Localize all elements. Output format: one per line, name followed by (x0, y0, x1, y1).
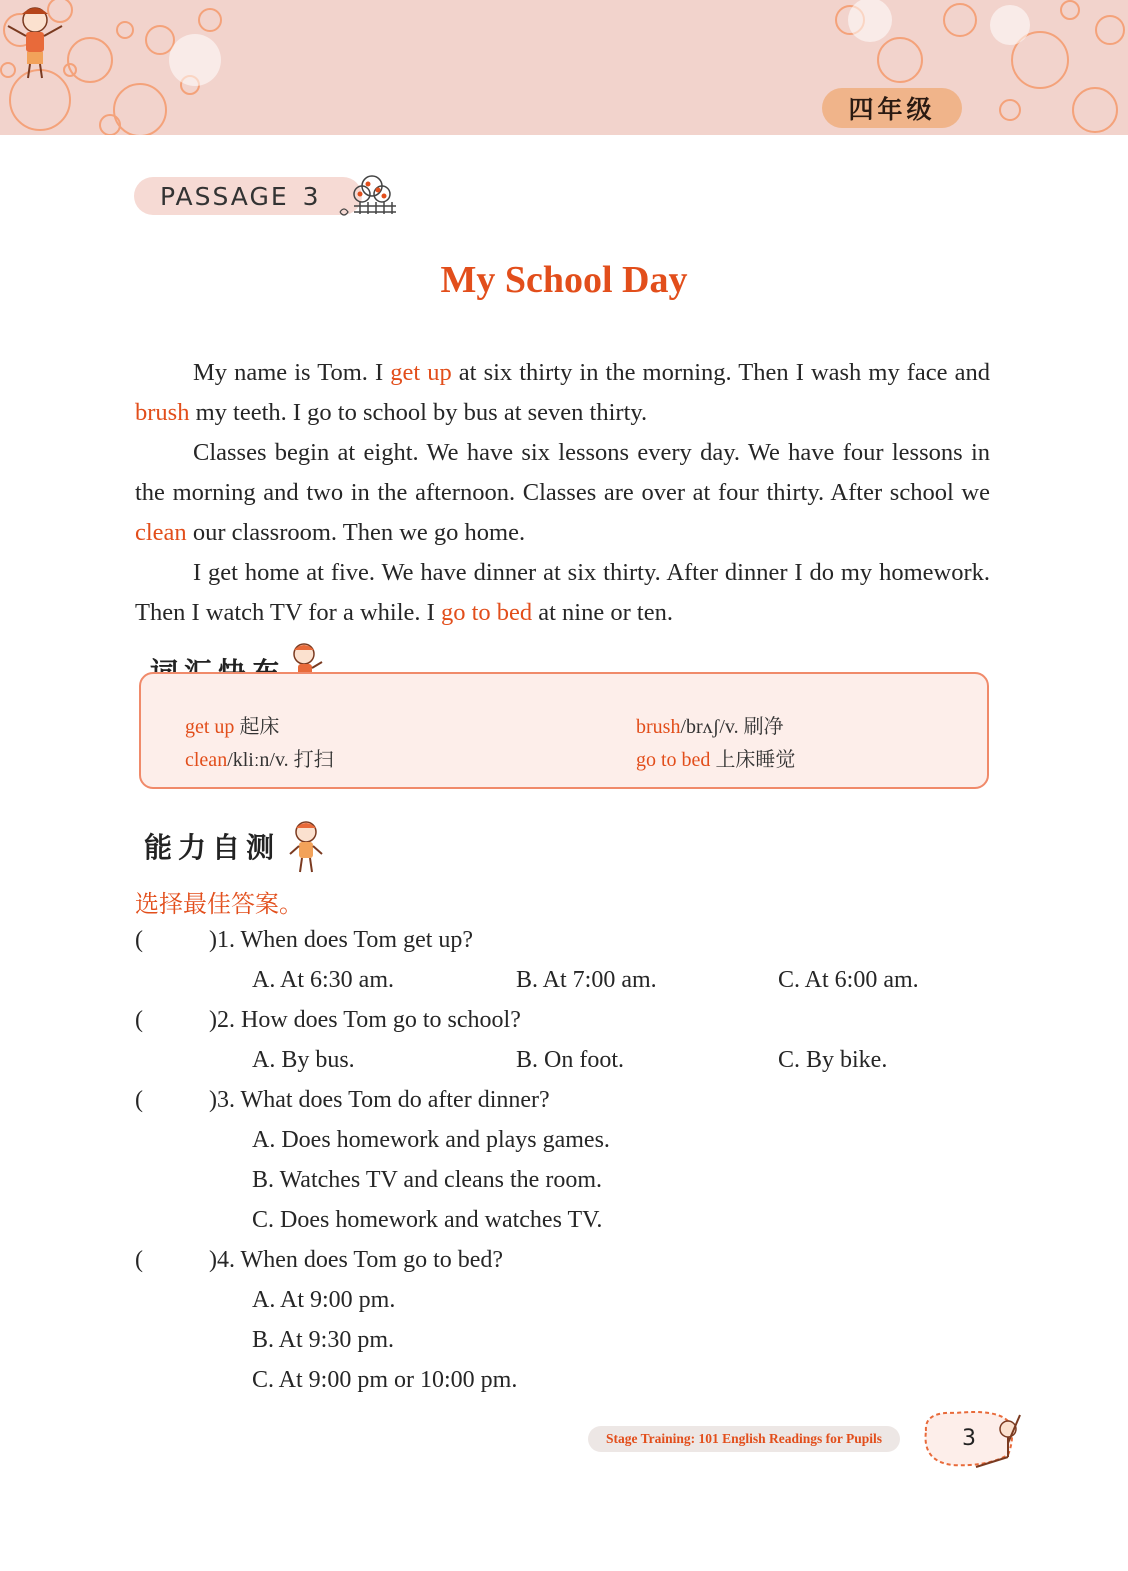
option: B. At 7:00 am. (516, 967, 657, 993)
option: A. Does homework and plays games. (252, 1127, 610, 1153)
highlight-word: go to bed (440, 599, 533, 626)
vocab-meaning: 上床睡觉 (710, 749, 796, 771)
option: C. By bike. (778, 1047, 888, 1073)
question-1 (135, 920, 1035, 960)
option: C. Does homework and watches TV. (252, 1207, 603, 1233)
question-text: )2. How does Tom go to school? (209, 1007, 521, 1033)
vocab-item (636, 710, 784, 739)
answer-blank[interactable]: ( (135, 1087, 143, 1113)
highlight-word: get up (390, 359, 452, 386)
quiz-instruction: 选择最佳答案。 (135, 890, 303, 918)
question-2 (135, 1000, 1035, 1040)
vocab-meaning: /brʌʃ/v. 刷净 (680, 716, 784, 738)
passage-label (134, 177, 362, 215)
passage-number: 3 (302, 181, 321, 211)
reading-passage (135, 353, 990, 633)
question-text: )4. When does Tom go to bed? (209, 1247, 504, 1273)
text-run: at nine or ten. (532, 599, 673, 626)
vocab-word: get up (185, 716, 235, 738)
vocab-item (185, 743, 334, 772)
option: C. At 6:00 am. (778, 967, 919, 993)
question-3 (135, 1080, 1035, 1120)
answer-blank[interactable]: ( (135, 927, 143, 953)
question-text: )3. What does Tom do after dinner? (209, 1087, 550, 1113)
vocab-item (636, 743, 795, 772)
girl-cartoon-icon (0, 0, 70, 82)
vocab-word: brush (636, 716, 681, 738)
option: B. At 9:30 pm. (252, 1327, 395, 1353)
option: C. At 9:00 pm or 10:00 pm. (252, 1367, 518, 1393)
answer-blank[interactable]: ( (135, 1247, 143, 1273)
answer-blank[interactable]: ( (135, 1007, 143, 1033)
text-run: our classroom. Then we go home. (186, 519, 526, 546)
text-run: at six thirty in the morning. Then I wash my face and (451, 359, 990, 386)
option: A. By bus. (252, 1047, 355, 1073)
option: A. At 6:30 am. (252, 967, 394, 993)
passage-word: PASSAGE (160, 181, 289, 211)
paragraph-1 (135, 353, 990, 433)
page-number: 3 (962, 1426, 976, 1451)
text-run: My name is Tom. I (193, 359, 391, 386)
vocab-word: clean (185, 749, 228, 771)
grade-label: 四年级 (822, 88, 962, 128)
page-title: My School Day (440, 259, 688, 301)
paragraph-2 (135, 433, 990, 553)
boy-cartoon-icon (286, 818, 326, 874)
vocab-item (185, 710, 279, 739)
vocab-meaning: 起床 (234, 716, 280, 738)
quiz-heading: 能力自测 (144, 831, 281, 864)
option: A. At 9:00 pm. (252, 1287, 396, 1313)
vocab-meaning: /kliːn/v. 打扫 (227, 749, 334, 771)
vocab-word: go to bed (636, 749, 711, 771)
option: B. Watches TV and cleans the room. (252, 1167, 602, 1193)
text-run: my teeth. I go to school by bus at seven thirty. (189, 399, 648, 426)
question-text: )1. When does Tom get up? (209, 927, 474, 953)
text-run: I get home at five. We have dinner at six thirty. After dinner I do my homework. Then I watch TV for a while. I (135, 559, 990, 626)
option: B. On foot. (516, 1047, 624, 1073)
question-4 (135, 1240, 1035, 1280)
page-header (0, 0, 1128, 135)
paragraph-3 (135, 553, 990, 633)
highlight-word: clean (135, 519, 187, 546)
text-run: Classes begin at eight. We have six lessons every day. We have four lessons in the morning and two in the afternoon. Classes are over at four thirty. After school we (135, 439, 990, 506)
series-title: Stage Training: 101 English Readings for Pupils (588, 1426, 900, 1452)
tree-icon (338, 172, 400, 216)
highlight-word: brush (135, 399, 190, 426)
